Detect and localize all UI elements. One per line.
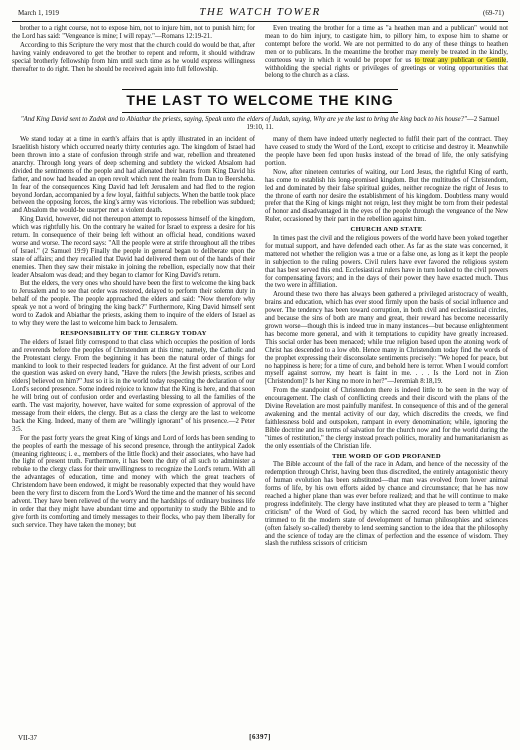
- top-right-column: [265, 25, 508, 81]
- paragraph: Around these two there has always been gathered a privileged aristocracy of wealth, brains and education, which has ever stood firmly upon the basis of social influence and power. The tendency has been toward corruption, in both civil and ecclesiastical circles, and because the sins of both are many and great, their reward has become necessarily grown worse—though this is indeed true in many instances—but because enlightenment has become more general, and with it temptations to cupidity have greatly increased. This social order has been menaced; while true religion based upon the atoning work of Christ has descended to a low ebb. Hence many in Christendom today find the words of the prophet expressing their disconsolate sentiments precisely: "We hoped for peace, but no happiness is here; for a time of cure, and behold here is terror. When I would comfort myself against sorrow, my heart is faint in me. . . . Is the Lord not in Zion [Christendom]? Is her King no more in her?"—Jeremiah 8:18,19.: [265, 291, 508, 386]
- section-heading: CHURCH AND STATE: [350, 226, 423, 234]
- paragraph: The Bible account of the fall of the race in Adam, and hence of the necessity of the redemption through Christ, having been thus discredited, the entirely antagonistic theory of human evolution has been substituted—that man was evolved from lower animal forms of life, by his own efforts aided by chance and circumstance; that he has now reached a higher plane than was ever before realized; and that he will continue to make progress indefinitely. The clergy have instituted what they are pleased to term a "higher criticism" of the Word of God, by which the sacred record has been whittled and trimmed to fit the modern state of development of human philosophies and sciences (often falsely so-called) thereby to lend seeming sanction to the idea that the philosophy and the science of today are the climax of perfection and the essence of wisdom. They slash the ruthless scissors of criticism: [265, 461, 508, 548]
- running-header: [12, 6, 508, 20]
- paragraph: brother to a right course, not to expose him, not to injure him, not to punish him; for the Lord has said: "Vengeance is mine; I will repay."—Romans 12:19-21.: [12, 25, 255, 40]
- paragraph: In times past the civil and the religious powers of the world have been yoked together for mutual support, and have defended each other. As far as the state was concerned, it mattered not whether the religion was a true or a false one, as long as it kept the people in subjection to the ruling powers. Civil rulers have ever favored the religious system that has best served this end. Ecclesiastical rulers have in turn looked to the civil powers for compensating favors; and in the days of their power they have exacted much. Thus the two were in affiliation.: [265, 235, 508, 290]
- section-heading: RESPONSIBILITY OF THE CLERGY TODAY: [60, 329, 207, 337]
- page-number: (69-71): [483, 9, 504, 17]
- paragraph: But the elders, the very ones who should have been the first to welcome the king back to Jerusalem and to see that order was restored, delayed to perform their solemn duty in behalf of the people. The people approached the elders and said: "Now therefore why speak ye not a word of bringing the king back?" Furthermore, King David himself sent word to Zadok and Abiathar the priests, asking them to inquire of the elders of Israel as to why they were the last to welcome him back to Jerusalem.: [12, 280, 255, 327]
- body-right-column: [265, 136, 508, 549]
- publication-title: THE WATCH TOWER: [199, 6, 321, 18]
- section-heading: THE WORD OF GOD PROFANED: [332, 452, 441, 460]
- folio-number: [6397]: [249, 733, 271, 741]
- text-before-highlight: Even treating the brother for a time as "a heathen man and a publican" would not mean to do him injury, to castigate him, to pillory him, to expose him to shame or contempt before the world. We are not permitted to do any of these things to heathen men or to publicans. In the meantime the brother may merely be treated in the kindly, courteous way in which it would be proper for us: [265, 25, 508, 64]
- paragraph: [265, 25, 508, 80]
- paragraph: King David, however, did not thereupon attempt to repossess himself of the kingdom, which was rightfully his. On the contrary he waited for Israel to express a desire for his return. In consequence of their being left without an official head, conditions waxed worse and worse. The record says: "All the people were at strife throughout all the tribes of Israel." (2 Samuel 19:9) Finally the people in general began to deliberate upon the state of affairs; and they recalled that David had delivered them out of the hands of their enemies. Then they saw their mistake in joining the rebellion, especially now that their leader Absalom was dead; and they began to clamor for King David's return.: [12, 216, 255, 279]
- magazine-page: [12, 6, 508, 744]
- paragraph: many of them have indeed utterly neglected to fulfil their part of the contract. They have ceased to study the Word of the Lord, except to criticise and destroy it. Meanwhile the people have been fed upon husks instead of the bread of life, the only satisfying portion.: [265, 136, 508, 167]
- paragraph: According to this Scripture the very most that the church could do would be that, after having vainly endeavored to get the brother to repent and reform, it should withdraw special brotherly fellowship from him until such time as he would express willingness thereafter to do right. Then he should be received again into full fellowship.: [12, 41, 255, 73]
- text-after-highlight: , withholding the special rights or privileges of greetings or voting opportunities that belong to the church as a class.: [265, 56, 508, 80]
- article-title-banner: [12, 89, 508, 113]
- paragraph: Now, after nineteen centuries of waiting, our Lord Jesus, the rightful King of earth, has come to establish his long-promised kingdom. But the multitudes of Christendom, led and dominated by their false spiritual guides, neither recognize the right of Jesus to the throne of earth nor desire the establishment of his kingdom. Doubtless many would prefer that the King of kings might not reign, lest they might be torn from their pedestal of honor and disadvantaged in the eyes of the people through the vengeance of the New Ruler, occasioned by their part in the rebellion against him.: [265, 168, 508, 224]
- top-left-column: [12, 25, 255, 81]
- signature-mark: VII-37: [18, 734, 38, 742]
- paragraph: We stand today at a time in earth's affairs that is aptly illustrated in an incident of Israelitish history which occurred nearly thirty centuries ago. The kingdom of Israel had been thrown into a state of confusion through strife and war, rebellion and threatened anarchy. Through long years of deep scheming and subtlety the wicked Absalom had divided the sentiments of the people and had alienated their hearts from King David his father, and now had headed an open revolt which rent the realm from Dan to Beersheba. In fear of the consequences King David had left Jerusalem and had fled to the region beyond Jordan, accompanied by a few loyal, faithful subjects. When the battle took place between the opposing forces, the king's army was victorious. The rebellion was subdued; and Absalom the would-be usurper met a violent death.: [12, 136, 255, 215]
- epigraph-text: "And King David sent to Zadok and to Abiathar the priests, saying, Speak unto the elders of Judah, saying, Why are ye the last to bring the king back to his house?": [20, 116, 467, 124]
- article-title: THE LAST TO WELCOME THE KING: [126, 92, 394, 109]
- article-body: [12, 136, 508, 549]
- paragraph: For the past forty years the great King of kings and Lord of lords has been sending to the peoples of earth the message of his second presence, through the antitypical Zadok (meaning righteous; i. e., members of the little flock) and their associates, who have had the light of present truth. Furthermore, it has been the duty of all such to administer a rebuke to the clergy class for their unwillingness to recognize the Lord's return. With all the advantages of education, time and money with which the great teachers of Christendom have been endowed, it might be reasonably expected that they would have been the very first to discern from the Lord's Word the time and the manner of his second advent. They have been relieved of the worry and the hardships of ordinary business life in order that they might have abundant time and opportunity to study the Bible and to give forth its comforting and timely messages to their flocks, who pay them liberally for such service. They have taken the money; but: [12, 434, 255, 529]
- header-rule: [12, 21, 508, 22]
- continued-article: [12, 25, 508, 81]
- issue-date: March 1, 1919: [18, 9, 60, 17]
- paragraph: From the standpoint of Christendom there is indeed little to be seen in the way of encouragement. The clash of conflicting creeds and their discord with the plans of the Divine Revelation are most painfully manifest. In consequence of this and of the general awakening and the mental activity of our day, which discredits the creeds, we find faithlessness bold and outspoken, rampant in every denomination; while, ignoring the Bible doctrine and its terms of salvation for the church now and for the world during the "times of restitution," the clergy instead preach politics, morality and humanitarianism as the only essentials of the Christian life.: [265, 387, 508, 450]
- highlighted-text: to treat any publican or Gentile: [414, 56, 507, 64]
- page-footer: [12, 732, 508, 744]
- paragraph: The elders of Israel fitly correspond to that class which occupies the position of lords and reverends before the peoples of Christendom at this time; namely, the Catholic and the Protestant clergy. From the beginning it has been the natural order of things for mankind to look to their respected leaders for guidance. At the first advent of our Lord the question was asked on every hand, "Have the rulers [the Jewish priests, scribes and elders] believed on him?" Just so it is in the world today respecting the declaration of our Lord's second presence. Some indeed rejoice to know that the King is here, and that soon he will bring out of confusion order and everlasting blessing to all the families of the earth. The vast majority, however, have waited for some expression of approval of the message from their elders, the clergy. But as a class the clergy are the last to welcome back the King. Indeed, many of them are "willingly ignorant" of his presence.—2 Peter 3:5.: [12, 338, 255, 433]
- epigraph: [20, 116, 500, 132]
- epigraph-reference: —2 Samuel 19:10, 11.: [246, 116, 500, 132]
- body-left-column: [12, 136, 255, 549]
